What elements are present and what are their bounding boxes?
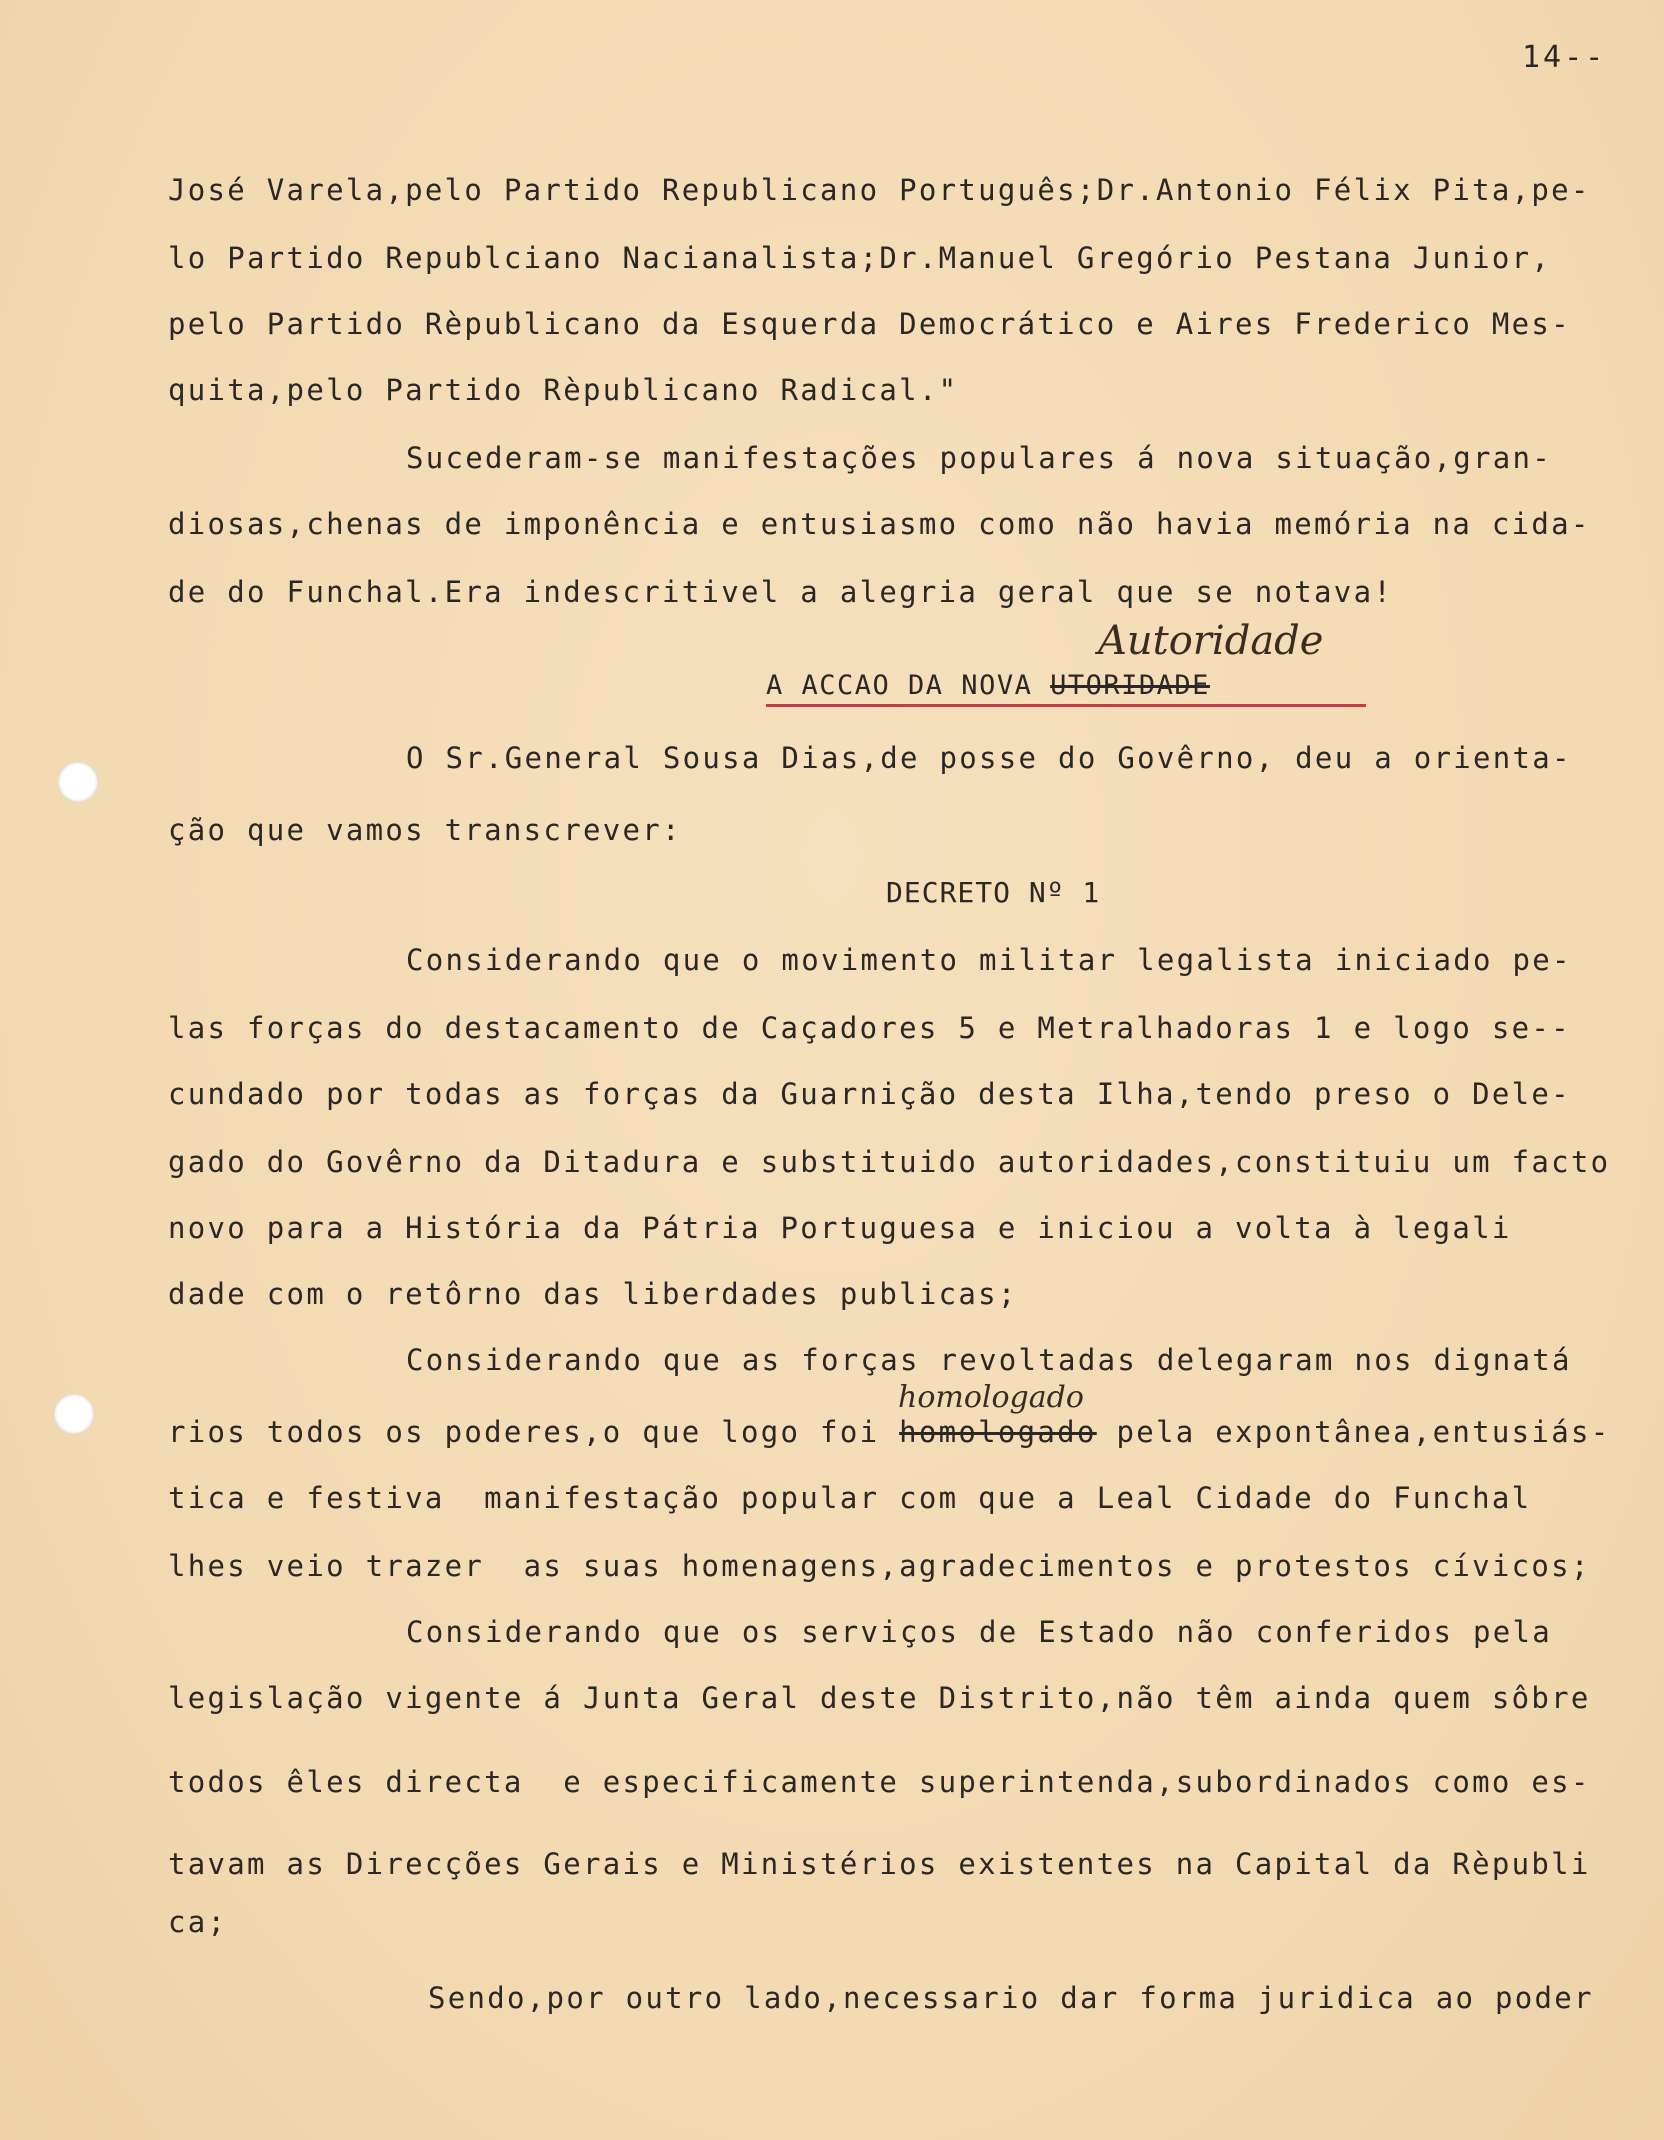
decree-line: todos êles directa e especificamente superintenda,subordinados como es- xyxy=(168,1765,1591,1799)
paragraph-line: de do Funchal.Era indescritivel a alegria geral que se notava! xyxy=(168,575,1394,609)
decree-line-part: rios todos os poderes,o que logo foi xyxy=(168,1415,900,1449)
decree-line: tica e festiva manifestação popular com que a Leal Cidade do Funchal xyxy=(168,1481,1532,1515)
decree-line xyxy=(168,1414,1610,1450)
decree-line: las forças do destacamento de Caçadores 5 e Metralhadoras 1 e logo se-- xyxy=(168,1011,1571,1045)
decree-line: Sendo,por outro lado,necessario dar forma juridica ao poder xyxy=(428,1981,1594,2015)
intro-line: O Sr.General Sousa Dias,de posse do Govêrno, deu a orienta- xyxy=(406,741,1572,775)
page-number: 14-- xyxy=(1522,40,1607,75)
paragraph-line: José Varela,pelo Partido Republicano Português;Dr.Antonio Félix Pita,pe- xyxy=(168,173,1591,207)
paragraph-line: lo Partido Republciano Nacianalista;Dr.Manuel Gregório Pestana Junior, xyxy=(168,241,1552,275)
intro-line: ção que vamos transcrever: xyxy=(168,813,682,847)
section-heading xyxy=(766,670,1210,701)
paragraph-line: Sucederam-se manifestações populares á nova situação,gran- xyxy=(406,441,1553,475)
paragraph-line: quita,pelo Partido Rèpublicano Radical." xyxy=(168,373,959,407)
punch-hole xyxy=(58,762,98,802)
decree-line: novo para a História da Pátria Portuguesa e iniciou a volta à legali xyxy=(168,1211,1512,1245)
decree-line: gado do Govêrno da Ditadura e substituido autoridades,constituiu um facto xyxy=(168,1145,1611,1179)
handwritten-correction: homologado xyxy=(898,1380,1084,1415)
paragraph-line: diosas,chenas de imponência e entusiasmo como não havia memória na cida- xyxy=(168,507,1591,541)
decree-line: tavam as Direcções Gerais e Ministérios existentes na Capital da Rèpubli xyxy=(168,1847,1591,1881)
struck-word: UTORIDADE xyxy=(1050,670,1210,701)
handwritten-correction: Autoridade xyxy=(1098,618,1324,664)
decree-line: Considerando que as forças revoltadas delegaram nos dignatá xyxy=(406,1343,1572,1377)
struck-word: homologado xyxy=(899,1415,1097,1449)
decree-title: DECRETO Nº 1 xyxy=(886,876,1101,909)
paragraph-line: pelo Partido Rèpublicano da Esquerda Democrático e Aires Frederico Mes- xyxy=(168,307,1571,341)
decree-line-part: pela expontânea,entusiás- xyxy=(1116,1415,1611,1449)
decree-line: Considerando que os serviços de Estado não conferidos pela xyxy=(406,1615,1553,1649)
decree-line: legislação vigente á Junta Geral deste Distrito,não têm ainda quem sôbre xyxy=(168,1681,1591,1715)
section-heading-text: A ACCAO DA NOVA xyxy=(766,670,1051,701)
decree-line: ca; xyxy=(168,1905,228,1939)
decree-line: lhes veio trazer as suas homenagens,agradecimentos e protestos cívicos; xyxy=(168,1549,1591,1583)
decree-line: cundado por todas as forças da Guarnição desta Ilha,tendo preso o Dele- xyxy=(168,1077,1571,1111)
red-underline xyxy=(766,704,1366,707)
decree-line: Considerando que o movimento militar legalista iniciado pe- xyxy=(406,943,1572,977)
punch-hole xyxy=(54,1394,94,1434)
decree-line: dade com o retôrno das liberdades publicas; xyxy=(168,1277,1018,1311)
